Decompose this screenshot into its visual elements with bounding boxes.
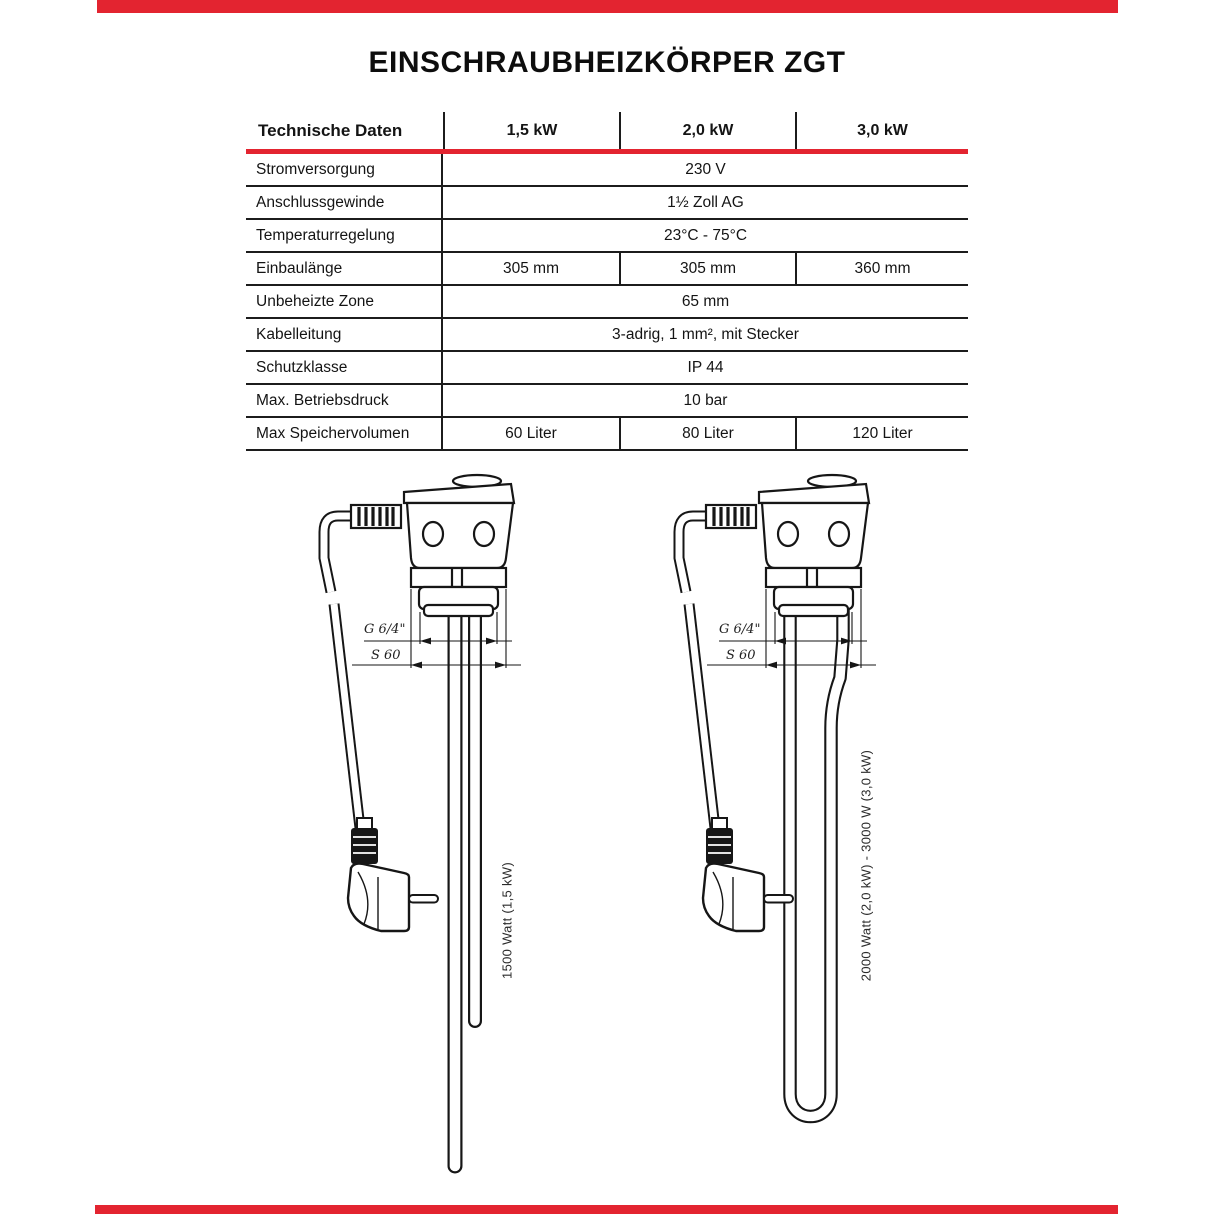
- row-value: IP 44: [687, 358, 724, 376]
- row-value: 1½ Zoll AG: [667, 193, 744, 211]
- row-value: 3-adrig, 1 mm², mit Stecker: [612, 325, 799, 343]
- header-1-5kw: 1,5 kW: [443, 112, 619, 149]
- row-value: 120 Liter: [795, 418, 968, 449]
- row-label: Kabelleitung: [246, 319, 443, 350]
- header-3-0kw: 3,0 kW: [795, 112, 968, 149]
- header-2-0kw: 2,0 kW: [619, 112, 795, 149]
- header-technische-daten: Technische Daten: [258, 120, 403, 140]
- row-value: 60 Liter: [505, 424, 557, 442]
- row-label: Max Speichervolumen: [246, 418, 443, 449]
- thread-dimension-label: G 6/4": [719, 622, 761, 637]
- row-label: Anschlussgewinde: [246, 187, 443, 218]
- heater-drawing-2-0-3-0kw: [679, 475, 876, 1117]
- row-value: 230 V: [685, 160, 726, 178]
- row-label: Unbeheizte Zone: [246, 286, 443, 317]
- wrench-dimension-label: S 60: [371, 648, 401, 663]
- thread-dimension-label: G 6/4": [364, 622, 406, 637]
- row-value: 23°C - 75°C: [663, 226, 748, 244]
- power-rating-label: 1500 Watt (1,5 kW): [499, 862, 515, 979]
- power-rating-label: 2000 Watt (2,0 kW) - 3000 W (3,0 kW): [858, 749, 874, 982]
- row-label: Einbaulänge: [246, 253, 443, 284]
- row-label: Stromversorgung: [246, 154, 443, 185]
- row-value: 65 mm: [681, 292, 730, 310]
- bottom-red-bar: [95, 1205, 1118, 1214]
- row-label: Max. Betriebsdruck: [246, 385, 443, 416]
- page-title: EINSCHRAUBHEIZKÖRPER ZGT: [368, 46, 846, 79]
- row-value: 305 mm: [503, 259, 559, 277]
- heater-drawing-1-5kw: [324, 475, 521, 1166]
- row-label: Schutzklasse: [246, 352, 443, 383]
- row-label: Temperaturregelung: [246, 220, 443, 251]
- wrench-dimension-label: S 60: [726, 648, 756, 663]
- row-value: 305 mm: [619, 253, 795, 284]
- row-value: 80 Liter: [619, 418, 795, 449]
- row-value: 360 mm: [795, 253, 968, 284]
- row-value: 10 bar: [683, 391, 728, 409]
